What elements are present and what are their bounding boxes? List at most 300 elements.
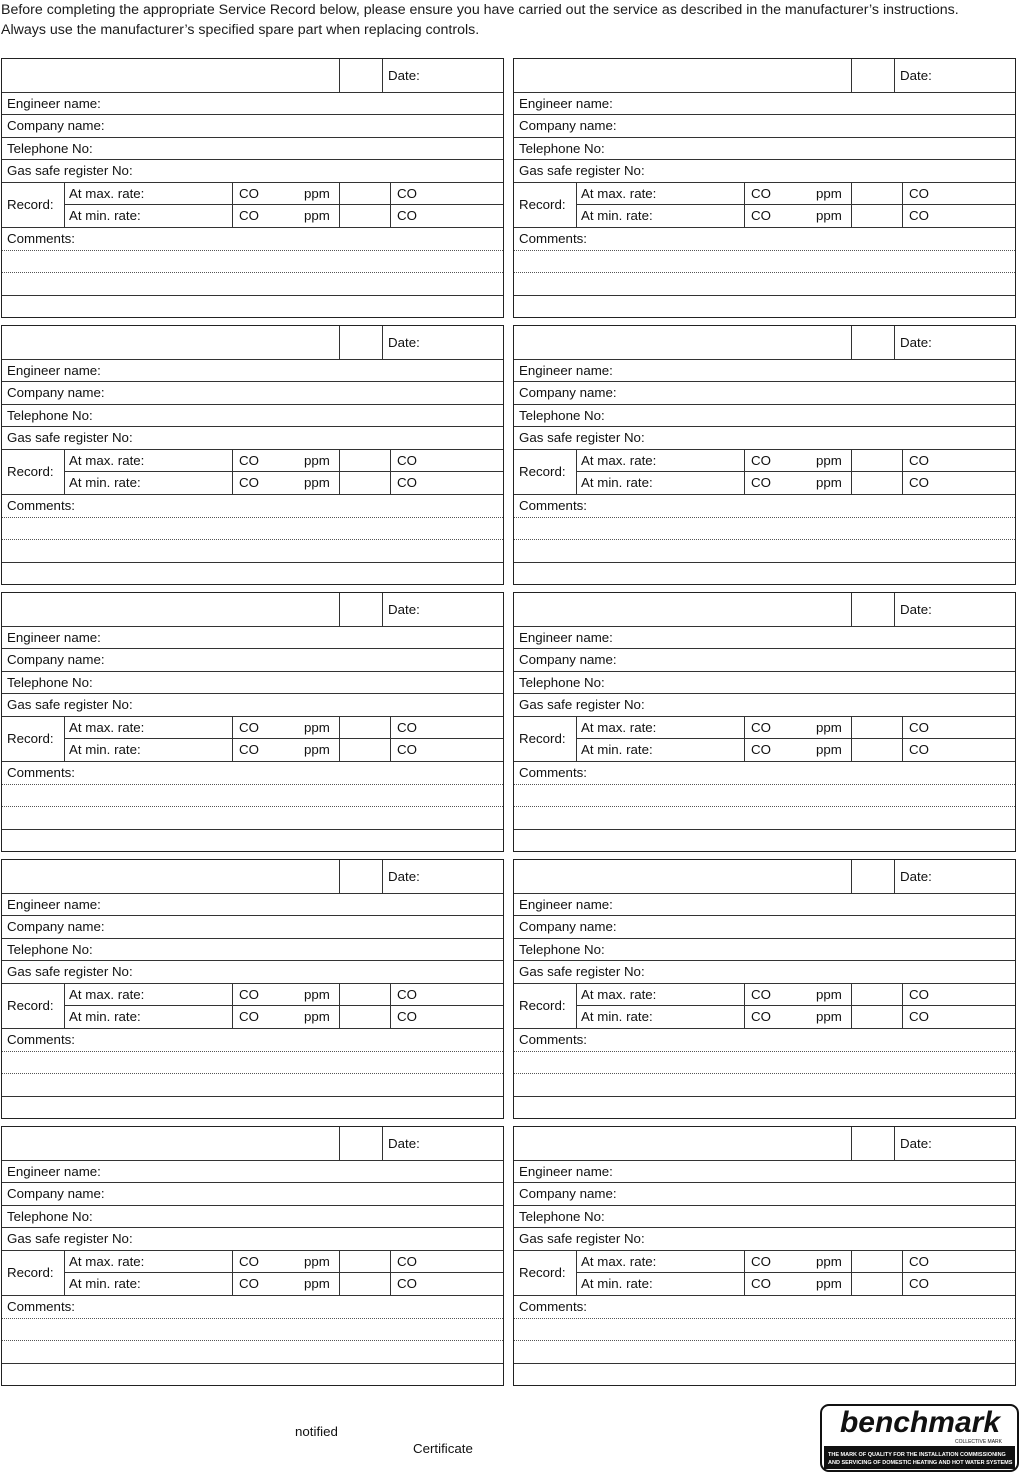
telephone-field[interactable] [514, 672, 1015, 694]
telephone-field[interactable] [514, 939, 1015, 961]
record-header-row [2, 326, 503, 360]
ppm-label: ppm [816, 1254, 842, 1269]
comments-field[interactable] [514, 762, 1015, 785]
ppm-label: ppm [816, 208, 842, 223]
reading-min-rate-row [576, 205, 1015, 228]
co-ratio-label: CO [909, 208, 929, 223]
comments-line[interactable] [514, 563, 1015, 584]
reading-max-rate-row [64, 450, 503, 472]
min-rate-label: At min. rate: [69, 475, 141, 490]
company-name-field[interactable] [514, 916, 1015, 939]
comments-field-label: Comments: [519, 1032, 587, 1047]
comments-line[interactable] [514, 540, 1015, 563]
reading-min-rate-row [576, 472, 1015, 495]
comments-field[interactable] [2, 1029, 503, 1052]
intro-text [1, 0, 1019, 40]
min-rate-label: At min. rate: [581, 208, 653, 223]
record-readings-row [2, 450, 503, 495]
co-ratio-label: CO [909, 186, 929, 201]
min-rate-label: At min. rate: [581, 742, 653, 757]
engineer-name-field-label: Engineer name: [7, 363, 101, 378]
record-label: Record: [7, 998, 54, 1013]
gas-safe-register-field[interactable] [514, 694, 1015, 717]
comments-line[interactable] [514, 1319, 1015, 1341]
comments-field-label: Comments: [7, 1299, 75, 1314]
engineer-name-field[interactable] [514, 360, 1015, 382]
reading-value-input[interactable] [340, 472, 390, 495]
service-record-card [513, 859, 1016, 1119]
record-label: Record: [519, 197, 566, 212]
telephone-field-label: Telephone No: [519, 675, 605, 690]
company-name-field-label: Company name: [7, 652, 105, 667]
co-label: CO [239, 186, 259, 201]
engineer-name-field[interactable] [514, 1161, 1015, 1183]
min-rate-label: At min. rate: [69, 1276, 141, 1291]
engineer-name-field-label: Engineer name: [7, 630, 101, 645]
ppm-label: ppm [304, 987, 330, 1002]
comments-field[interactable] [514, 1029, 1015, 1052]
telephone-field[interactable] [2, 672, 503, 694]
telephone-field-label: Telephone No: [519, 1209, 605, 1224]
comments-field-label: Comments: [7, 765, 75, 780]
max-rate-label: At max. rate: [69, 720, 145, 735]
co-label: CO [751, 1276, 771, 1291]
gas-safe-register-field[interactable] [514, 160, 1015, 183]
engineer-name-field[interactable] [2, 894, 503, 916]
min-rate-label: At min. rate: [69, 208, 141, 223]
ppm-label: ppm [304, 186, 330, 201]
service-tick-box[interactable] [852, 1127, 894, 1160]
gas-safe-register-field-label: Gas safe register No: [519, 697, 645, 712]
ppm-label: ppm [816, 1009, 842, 1024]
reading-value-input[interactable] [340, 717, 390, 738]
max-rate-label: At max. rate: [69, 987, 145, 1002]
comments-field-label: Comments: [519, 765, 587, 780]
service-tick-box[interactable] [852, 593, 894, 626]
co-ratio-label: CO [397, 1276, 417, 1291]
record-readings-row [2, 183, 503, 228]
co-ratio-label: CO [397, 453, 417, 468]
reading-value-input[interactable] [340, 739, 390, 762]
record-header-row [514, 593, 1015, 627]
footer-certificate: Certificate [413, 1441, 473, 1456]
service-title-field[interactable] [514, 326, 851, 359]
comments-line[interactable] [2, 563, 503, 584]
reading-min-rate-row [576, 739, 1015, 762]
ppm-label: ppm [304, 720, 330, 735]
gas-safe-register-field-label: Gas safe register No: [7, 1231, 133, 1246]
comments-line[interactable] [514, 785, 1015, 807]
engineer-name-field-label: Engineer name: [7, 897, 101, 912]
gas-safe-register-field[interactable] [2, 160, 503, 183]
max-rate-label: At max. rate: [581, 186, 657, 201]
telephone-field[interactable] [2, 138, 503, 160]
reading-value-input[interactable] [340, 450, 390, 471]
reading-value-input[interactable] [340, 984, 390, 1005]
engineer-name-field-label: Engineer name: [519, 363, 613, 378]
company-name-field[interactable] [2, 649, 503, 672]
company-name-field-label: Company name: [7, 919, 105, 934]
co-label: CO [239, 208, 259, 223]
reading-value-input[interactable] [340, 1251, 390, 1272]
engineer-name-field-label: Engineer name: [7, 1164, 101, 1179]
service-record-card [1, 592, 504, 852]
comments-field-label: Comments: [7, 498, 75, 513]
service-tick-box[interactable] [340, 326, 382, 359]
company-name-field-label: Company name: [7, 118, 105, 133]
company-name-field[interactable] [514, 382, 1015, 405]
service-title-field[interactable] [2, 593, 339, 626]
record-label: Record: [7, 731, 54, 746]
telephone-field-label: Telephone No: [519, 942, 605, 957]
comments-line[interactable] [514, 807, 1015, 830]
comments-line[interactable] [2, 518, 503, 540]
comments-line[interactable] [514, 1097, 1015, 1118]
engineer-name-field[interactable] [514, 627, 1015, 649]
gas-safe-register-field[interactable] [2, 427, 503, 450]
service-record-card [513, 592, 1016, 852]
company-name-field-label: Company name: [519, 385, 617, 400]
service-tick-box[interactable] [852, 860, 894, 893]
co-label: CO [751, 987, 771, 1002]
ppm-label: ppm [304, 742, 330, 757]
co-ratio-label: CO [397, 742, 417, 757]
record-label: Record: [519, 998, 566, 1013]
reading-max-rate-row [576, 717, 1015, 739]
reading-max-rate-row [576, 1251, 1015, 1273]
record-label: Record: [7, 197, 54, 212]
reading-value-input[interactable] [852, 717, 902, 738]
engineer-name-field-label: Engineer name: [519, 96, 613, 111]
footer-notified: notified [295, 1424, 338, 1439]
company-name-field[interactable] [2, 115, 503, 138]
comments-line[interactable] [514, 830, 1015, 851]
date-label: Date: [388, 68, 420, 83]
benchmark-logo [820, 1404, 1019, 1472]
max-rate-label: At max. rate: [69, 186, 145, 201]
telephone-field[interactable] [2, 1206, 503, 1228]
telephone-field-label: Telephone No: [7, 141, 93, 156]
comments-line[interactable] [2, 785, 503, 807]
service-tick-box[interactable] [852, 59, 894, 92]
gas-safe-register-field-label: Gas safe register No: [7, 163, 133, 178]
reading-value-input[interactable] [852, 1273, 902, 1296]
ppm-label: ppm [816, 742, 842, 757]
co-label: CO [751, 742, 771, 757]
co-ratio-label: CO [397, 1254, 417, 1269]
engineer-name-field[interactable] [514, 894, 1015, 916]
service-record-card [1, 325, 504, 585]
record-label: Record: [7, 464, 54, 479]
reading-value-input[interactable] [852, 1006, 902, 1029]
record-readings-row [514, 984, 1015, 1029]
comments-line[interactable] [2, 1097, 503, 1118]
reading-min-rate-row [576, 1273, 1015, 1296]
max-rate-label: At max. rate: [581, 720, 657, 735]
comments-line[interactable] [2, 830, 503, 851]
gas-safe-register-field-label: Gas safe register No: [519, 163, 645, 178]
comments-field[interactable] [514, 495, 1015, 518]
service-record-card [1, 1126, 504, 1386]
engineer-name-field[interactable] [2, 360, 503, 382]
comments-line[interactable] [2, 273, 503, 296]
co-label: CO [751, 186, 771, 201]
gas-safe-register-field-label: Gas safe register No: [519, 964, 645, 979]
reading-max-rate-row [64, 1251, 503, 1273]
co-label: CO [239, 475, 259, 490]
engineer-name-field-label: Engineer name: [519, 897, 613, 912]
service-tick-box[interactable] [852, 326, 894, 359]
service-tick-box[interactable] [340, 1127, 382, 1160]
comments-line[interactable] [2, 807, 503, 830]
date-label: Date: [388, 869, 420, 884]
engineer-name-field[interactable] [514, 93, 1015, 115]
reading-min-rate-row [64, 472, 503, 495]
min-rate-label: At min. rate: [581, 475, 653, 490]
co-label: CO [239, 453, 259, 468]
record-label: Record: [519, 731, 566, 746]
comments-field[interactable] [2, 495, 503, 518]
record-label: Record: [519, 464, 566, 479]
comments-line[interactable] [514, 518, 1015, 540]
record-readings-row [2, 1251, 503, 1296]
gas-safe-register-field[interactable] [2, 961, 503, 984]
company-name-field-label: Company name: [519, 1186, 617, 1201]
gas-safe-register-field[interactable] [2, 694, 503, 717]
ppm-label: ppm [816, 1276, 842, 1291]
company-name-field-label: Company name: [7, 385, 105, 400]
comments-field-label: Comments: [519, 498, 587, 513]
company-name-field[interactable] [2, 916, 503, 939]
ppm-label: ppm [816, 987, 842, 1002]
telephone-field-label: Telephone No: [7, 1209, 93, 1224]
service-title-field[interactable] [514, 1127, 851, 1160]
ppm-label: ppm [304, 475, 330, 490]
ppm-label: ppm [304, 1276, 330, 1291]
comments-field[interactable] [2, 762, 503, 785]
co-ratio-label: CO [909, 987, 929, 1002]
comments-line[interactable] [2, 1074, 503, 1097]
engineer-name-field[interactable] [2, 1161, 503, 1183]
date-label: Date: [900, 335, 932, 350]
gas-safe-register-field-label: Gas safe register No: [519, 430, 645, 445]
record-label: Record: [519, 1265, 566, 1280]
record-header-row [2, 860, 503, 894]
company-name-field[interactable] [514, 1183, 1015, 1206]
comments-line[interactable] [514, 1341, 1015, 1364]
service-title-field[interactable] [2, 326, 339, 359]
co-label: CO [751, 475, 771, 490]
comments-line[interactable] [2, 1052, 503, 1074]
company-name-field[interactable] [514, 649, 1015, 672]
co-ratio-label: CO [909, 475, 929, 490]
logo-tagline-2: AND SERVICING OF DOMESTIC HEATING AND HOT WATER SYSTEMS [828, 1460, 1013, 1466]
service-record-card [513, 325, 1016, 585]
telephone-field-label: Telephone No: [7, 675, 93, 690]
service-title-field[interactable] [514, 59, 851, 92]
engineer-name-field-label: Engineer name: [519, 630, 613, 645]
company-name-field-label: Company name: [7, 1186, 105, 1201]
reading-value-input[interactable] [852, 183, 902, 204]
gas-safe-register-field[interactable] [514, 427, 1015, 450]
min-rate-label: At min. rate: [581, 1009, 653, 1024]
company-name-field-label: Company name: [519, 118, 617, 133]
comments-line[interactable] [2, 296, 503, 317]
comments-line[interactable] [514, 251, 1015, 273]
gas-safe-register-field-label: Gas safe register No: [7, 697, 133, 712]
record-header-row [514, 860, 1015, 894]
company-name-field[interactable] [514, 115, 1015, 138]
co-ratio-label: CO [909, 1276, 929, 1291]
max-rate-label: At max. rate: [581, 453, 657, 468]
comments-line[interactable] [2, 1319, 503, 1341]
reading-value-input[interactable] [852, 205, 902, 228]
engineer-name-field[interactable] [2, 627, 503, 649]
date-label: Date: [900, 1136, 932, 1151]
record-header-row [514, 1127, 1015, 1161]
record-readings-row [514, 1251, 1015, 1296]
reading-value-input[interactable] [852, 984, 902, 1005]
reading-max-rate-row [64, 984, 503, 1006]
engineer-name-field[interactable] [2, 93, 503, 115]
record-readings-row [2, 717, 503, 762]
co-label: CO [239, 1276, 259, 1291]
service-title-field[interactable] [514, 593, 851, 626]
co-ratio-label: CO [909, 453, 929, 468]
comments-field-label: Comments: [7, 231, 75, 246]
record-readings-row [514, 450, 1015, 495]
gas-safe-register-field[interactable] [2, 1228, 503, 1251]
service-tick-box[interactable] [340, 593, 382, 626]
max-rate-label: At max. rate: [581, 1254, 657, 1269]
co-label: CO [751, 453, 771, 468]
comments-line[interactable] [2, 540, 503, 563]
reading-max-rate-row [64, 717, 503, 739]
service-title-field[interactable] [2, 860, 339, 893]
min-rate-label: At min. rate: [69, 1009, 141, 1024]
co-label: CO [239, 720, 259, 735]
reading-value-input[interactable] [852, 450, 902, 471]
reading-value-input[interactable] [852, 1251, 902, 1272]
ppm-label: ppm [816, 475, 842, 490]
reading-min-rate-row [64, 739, 503, 762]
telephone-field-label: Telephone No: [519, 408, 605, 423]
co-ratio-label: CO [909, 720, 929, 735]
comments-field-label: Comments: [519, 231, 587, 246]
telephone-field[interactable] [514, 1206, 1015, 1228]
ppm-label: ppm [304, 453, 330, 468]
company-name-field-label: Company name: [519, 919, 617, 934]
service-tick-box[interactable] [340, 860, 382, 893]
ppm-label: ppm [304, 1009, 330, 1024]
gas-safe-register-field[interactable] [514, 1228, 1015, 1251]
telephone-field[interactable] [2, 405, 503, 427]
reading-min-rate-row [576, 1006, 1015, 1029]
logo-tagline-1: THE MARK OF QUALITY FOR THE INSTALLATION COMMISSIONING [828, 1452, 1006, 1458]
ppm-label: ppm [816, 453, 842, 468]
service-title-field[interactable] [2, 59, 339, 92]
service-title-field[interactable] [514, 860, 851, 893]
gas-safe-register-field[interactable] [514, 961, 1015, 984]
comments-line[interactable] [514, 1364, 1015, 1385]
reading-value-input[interactable] [340, 183, 390, 204]
co-ratio-label: CO [397, 186, 417, 201]
intro-line-2: Always use the manufacturer’s specified spare part when replacing controls. [1, 22, 480, 38]
company-name-field[interactable] [2, 1183, 503, 1206]
telephone-field[interactable] [514, 138, 1015, 160]
reading-min-rate-row [64, 1006, 503, 1029]
reading-max-rate-row [576, 183, 1015, 205]
comments-field[interactable] [514, 1296, 1015, 1319]
engineer-name-field-label: Engineer name: [7, 96, 101, 111]
ppm-label: ppm [816, 186, 842, 201]
telephone-field-label: Telephone No: [519, 141, 605, 156]
co-ratio-label: CO [397, 475, 417, 490]
co-ratio-label: CO [397, 208, 417, 223]
min-rate-label: At min. rate: [69, 742, 141, 757]
reading-value-input[interactable] [852, 472, 902, 495]
co-label: CO [751, 208, 771, 223]
comments-line[interactable] [514, 1052, 1015, 1074]
record-header-row [2, 593, 503, 627]
service-record-card [513, 1126, 1016, 1386]
ppm-label: ppm [304, 208, 330, 223]
service-record-card [513, 58, 1016, 318]
comments-field[interactable] [2, 228, 503, 251]
comments-line[interactable] [514, 1074, 1015, 1097]
reading-value-input[interactable] [340, 1006, 390, 1029]
telephone-field[interactable] [2, 939, 503, 961]
co-ratio-label: CO [397, 720, 417, 735]
co-ratio-label: CO [909, 1009, 929, 1024]
comments-line[interactable] [2, 1364, 503, 1385]
telephone-field-label: Telephone No: [7, 942, 93, 957]
service-tick-box[interactable] [340, 59, 382, 92]
gas-safe-register-field-label: Gas safe register No: [7, 430, 133, 445]
co-ratio-label: CO [909, 742, 929, 757]
co-label: CO [751, 1009, 771, 1024]
reading-min-rate-row [64, 1273, 503, 1296]
comments-line[interactable] [2, 251, 503, 273]
gas-safe-register-field-label: Gas safe register No: [519, 1231, 645, 1246]
co-label: CO [239, 1254, 259, 1269]
ppm-label: ppm [816, 720, 842, 735]
comments-line[interactable] [2, 1341, 503, 1364]
service-record-card [1, 58, 504, 318]
service-title-field[interactable] [2, 1127, 339, 1160]
intro-line-1: Before completing the appropriate Service Record below, please ensure you have carried out the service as described in the manufacturer’s instructions. [1, 2, 959, 18]
co-label: CO [239, 987, 259, 1002]
telephone-field[interactable] [514, 405, 1015, 427]
comments-field[interactable] [2, 1296, 503, 1319]
reading-value-input[interactable] [340, 205, 390, 228]
comments-line[interactable] [514, 296, 1015, 317]
reading-value-input[interactable] [852, 739, 902, 762]
date-label: Date: [388, 602, 420, 617]
co-label: CO [751, 720, 771, 735]
co-ratio-label: CO [909, 1254, 929, 1269]
co-label: CO [239, 1009, 259, 1024]
company-name-field[interactable] [2, 382, 503, 405]
reading-value-input[interactable] [340, 1273, 390, 1296]
min-rate-label: At min. rate: [581, 1276, 653, 1291]
comments-field[interactable] [514, 228, 1015, 251]
logo-collective: COLLECTIVE MARK [955, 1439, 1002, 1445]
comments-line[interactable] [514, 273, 1015, 296]
reading-max-rate-row [576, 984, 1015, 1006]
record-readings-row [2, 984, 503, 1029]
max-rate-label: At max. rate: [69, 1254, 145, 1269]
